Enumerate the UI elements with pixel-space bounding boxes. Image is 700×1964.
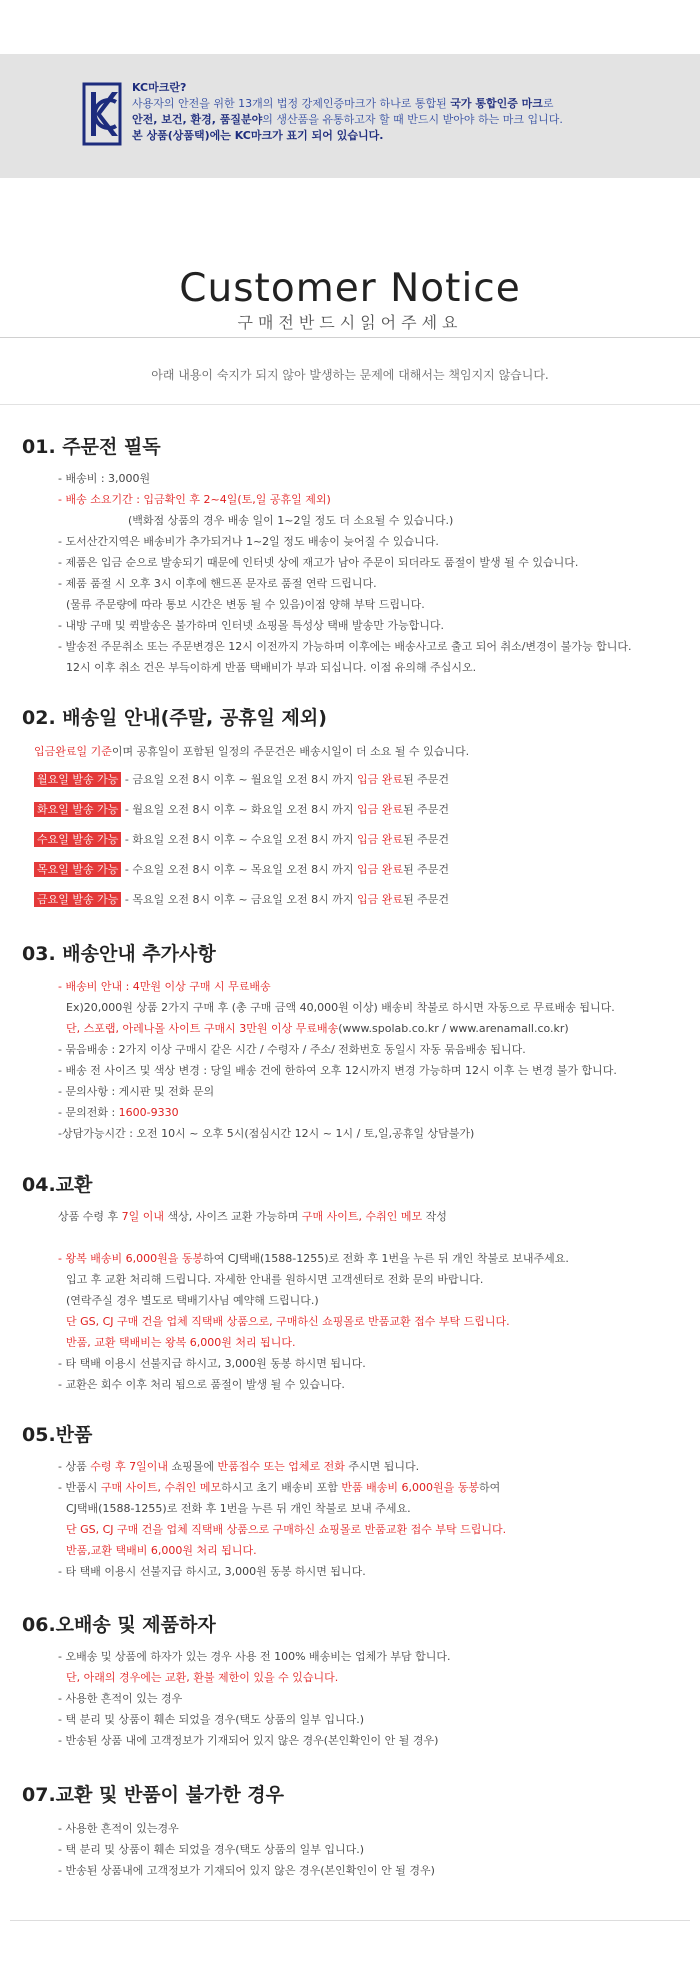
text-line: CJ택배(1588-1255)로 전화 후 1번을 누른 뒤 개인 착불로 보내 주세요. [66, 1502, 411, 1515]
text-line: 12시 이후 취소 건은 부득이하게 반품 택배비가 부과 되십니다. 이점 유의해 주십시오. [66, 661, 477, 674]
text-line: - 문의사항 : 게시판 및 전화 문의 [58, 1085, 215, 1098]
kc-line-2: 안전, 보건, 환경, 품질분야의 생산품을 유통하고자 할 때 반드시 받아야 하는 마크 입니다. [132, 113, 563, 126]
text-line: (백화점 상품의 경우 배송 일이 1~2일 정도 더 소요될 수 있습니다.) [128, 514, 454, 527]
text-line: 상품 수령 후 7일 이내 색상, 사이즈 교환 가능하며 구매 사이트, 수취인 메모 작성 [58, 1210, 447, 1223]
text-line: 단, 아래의 경우에는 교환, 환불 제한이 있을 수 있습니다. [66, 1671, 339, 1684]
footer-divider [10, 1920, 690, 1921]
text-line: (물류 주문량에 따라 통보 시간은 변동 될 수 있음)이점 양해 부탁 드립니다. [66, 598, 425, 611]
text-line: - 반품시 구매 사이트, 수취인 메모하시고 초기 배송비 포함 반품 배송비 6,000원을 동봉하여 [58, 1481, 501, 1494]
schedule-row: 목요일 발송 가능 - 수요일 오전 8시 이후 ~ 목요일 오전 8시 까지 입금 완료된 주문건 [34, 855, 664, 885]
schedule-intro: 입금완료일 기준이며 공휴일이 포함된 일정의 주문건은 배송시일이 더 소요 될 수 있습니다. [34, 745, 470, 758]
section-title-3: 03. 배송안내 추가사항 [22, 943, 216, 965]
text-line: - 묶음배송 : 2가지 이상 구매시 같은 시간 / 수령자 / 주소/ 전화번호 동일시 자동 묶음배송 됩니다. [58, 1043, 526, 1056]
text-line: - 배송비 안내 : 4만원 이상 구매 시 무료배송 [58, 980, 271, 993]
text-line: 단, 스포랩, 아레나몰 사이트 구매시 3만원 이상 무료배송(www.spolab.co.kr / www.arenamall.co.kr) [66, 1022, 569, 1035]
schedule-row: 금요일 발송 가능 - 목요일 오전 8시 이후 ~ 금요일 오전 8시 까지 입금 완료된 주문건 [34, 885, 664, 915]
section-title-2: 02. 배송일 안내(주말, 공휴일 제외) [22, 707, 327, 729]
text-line: - 사용한 흔적이 있는경우 [58, 1822, 179, 1835]
schedule-row: 월요일 발송 가능 - 금요일 오전 8시 이후 ~ 월요일 오전 8시 까지 입금 완료된 주문건 [34, 765, 664, 795]
day-badge: 월요일 발송 가능 [34, 772, 121, 787]
text-line: - 배송 전 사이즈 및 색상 변경 : 당일 배송 건에 한하여 오후 12시까지 변경 가능하며 12시 이후 는 변경 불가 합니다. [58, 1064, 617, 1077]
text-line: - 택 분리 및 상품이 훼손 되었을 경우(택도 상품의 일부 입니다.) [58, 1713, 365, 1726]
kc-notice-box [0, 54, 700, 178]
section-body-2 [34, 741, 664, 915]
section-title-4: 04.교환 [22, 1174, 93, 1196]
section-body-4 [58, 1206, 688, 1395]
text-line: - 발송전 주문취소 또는 주문변경은 12시 이전까지 가능하며 이후에는 배송사고로 출고 되어 취소/변경이 불가능 합니다. [58, 640, 632, 653]
kc-line-1: 사용자의 안전을 위한 13개의 법정 강제인증마크가 하나로 통합된 국가 통합인증 마크로 [132, 97, 554, 110]
day-badge: 수요일 발송 가능 [34, 832, 121, 847]
section-body-6 [58, 1646, 688, 1751]
divider [0, 337, 700, 338]
section-title-7: 07.교환 및 반품이 불가한 경우 [22, 1784, 285, 1806]
text-line: - 왕복 배송비 6,000원을 동봉하여 CJ택배(1588-1255)로 전화 후 1번을 누른 뒤 개인 착불로 보내주세요. [58, 1252, 569, 1265]
schedule-row: 수요일 발송 가능 - 화요일 오전 8시 이후 ~ 수요일 오전 8시 까지 입금 완료된 주문건 [34, 825, 664, 855]
section-body-5 [58, 1456, 688, 1582]
text-line: - 타 택배 이용시 선불지급 하시고, 3,000원 동봉 하시면 됩니다. [58, 1565, 366, 1578]
text-line: - 제품 품절 시 오후 3시 이후에 핸드폰 문자로 품절 연락 드립니다. [58, 577, 377, 590]
text-line: - 사용한 흔적이 있는 경우 [58, 1692, 183, 1705]
kc-text [132, 80, 672, 144]
text-line: - 타 택배 이용시 선불지급 하시고, 3,000원 동봉 하시면 됩니다. [58, 1357, 366, 1370]
text-line: - 내방 구매 및 퀵발송은 불가하며 인터넷 쇼핑몰 특성상 택배 발송만 가능합니다. [58, 619, 444, 632]
section-title-5: 05.반품 [22, 1424, 93, 1446]
kc-title: KC마크란? [132, 81, 187, 94]
day-badge: 금요일 발송 가능 [34, 892, 121, 907]
kc-line-3: 본 상품(상품택)에는 KC마크가 표기 되어 있습니다. [132, 129, 384, 142]
schedule-row: 화요일 발송 가능 - 월요일 오전 8시 이후 ~ 화요일 오전 8시 까지 입금 완료된 주문건 [34, 795, 664, 825]
text-line: - 택 분리 및 상품이 훼손 되었을 경우(택도 상품의 일부 입니다.) [58, 1843, 365, 1856]
text-line: - 도서산간지역은 배송비가 추가되거나 1~2일 정도 배송이 늦어질 수 있습니다. [58, 535, 439, 548]
text-line: 단 GS, CJ 구매 건을 업체 직택배 상품으로 구매하신 쇼핑몰로 반품교환 접수 부탁 드립니다. [66, 1523, 507, 1536]
page-subtitle: 구매전반드시읽어주세요 [237, 313, 463, 332]
kc-mark-icon [82, 82, 122, 146]
text-line: 입고 후 교환 처리해 드립니다. 자세한 안내를 원하시면 고객센터로 전화 문의 바랍니다. [66, 1273, 484, 1286]
section-title-1: 01. 주문전 필독 [22, 436, 161, 458]
text-line: 반품,교환 택배비 6,000원 처리 됩니다. [66, 1544, 257, 1557]
text-line: - 반송된 상품내에 고객정보가 기재되어 있지 않은 경우(본인확인이 안 될 경우) [58, 1864, 435, 1877]
section-body-3 [58, 976, 688, 1144]
text-line: - 배송 소요기간 : 입금확인 후 2~4일(토,일 공휴일 제외) [58, 493, 331, 506]
text-line: - 문의전화 : 1600-9330 [58, 1106, 179, 1119]
section-body-7 [58, 1818, 688, 1881]
text-line: 단 GS, CJ 구매 건을 업체 직택배 상품으로, 구매하신 쇼핑몰로 반품교환 접수 부탁 드립니다. [66, 1315, 510, 1328]
page-title: Customer Notice [179, 266, 521, 311]
section-body-1 [58, 468, 688, 678]
text-line: - 제품은 입금 순으로 발송되기 때문에 인터넷 상에 재고가 남아 주문이 되더라도 품절이 발생 될 수 있습니다. [58, 556, 579, 569]
text-line: 반품, 교환 택배비는 왕복 6,000원 처리 됩니다. [66, 1336, 296, 1349]
divider [0, 404, 700, 405]
text-line: - 오배송 및 상품에 하자가 있는 경우 사용 전 100% 배송비는 업체가 부담 합니다. [58, 1650, 451, 1663]
section-title-6: 06.오배송 및 제품하자 [22, 1614, 216, 1636]
text-line: - 배송비 : 3,000원 [58, 472, 151, 485]
text-line: - 상품 수령 후 7일이내 쇼핑몰에 반품접수 또는 업체로 전화 주시면 됩니다. [58, 1460, 420, 1473]
text-line: (연락주실 경우 별도로 택배기사님 예약해 드립니다.) [66, 1294, 319, 1307]
text-line: Ex)20,000원 상품 2가지 구매 후 (총 구매 금액 40,000원 이상) 배송비 착불로 하시면 자동으로 무료배송 됩니다. [66, 1001, 615, 1014]
text-line: - 반송된 상품 내에 고객정보가 기재되어 있지 않은 경우(본인확인이 안 될 경우) [58, 1734, 439, 1747]
day-badge: 목요일 발송 가능 [34, 862, 121, 877]
day-badge: 화요일 발송 가능 [34, 802, 121, 817]
text-line: -상담가능시간 : 오전 10시 ~ 오후 5시(점심시간 12시 ~ 1시 / 토,일,공휴일 상담불가) [58, 1127, 475, 1140]
text-line: - 교환은 회수 이후 처리 됨으로 품절이 발생 될 수 있습니다. [58, 1378, 345, 1391]
intro-text: 아래 내용이 숙지가 되지 않아 발생하는 문제에 대해서는 책임지지 않습니다. [151, 368, 549, 382]
